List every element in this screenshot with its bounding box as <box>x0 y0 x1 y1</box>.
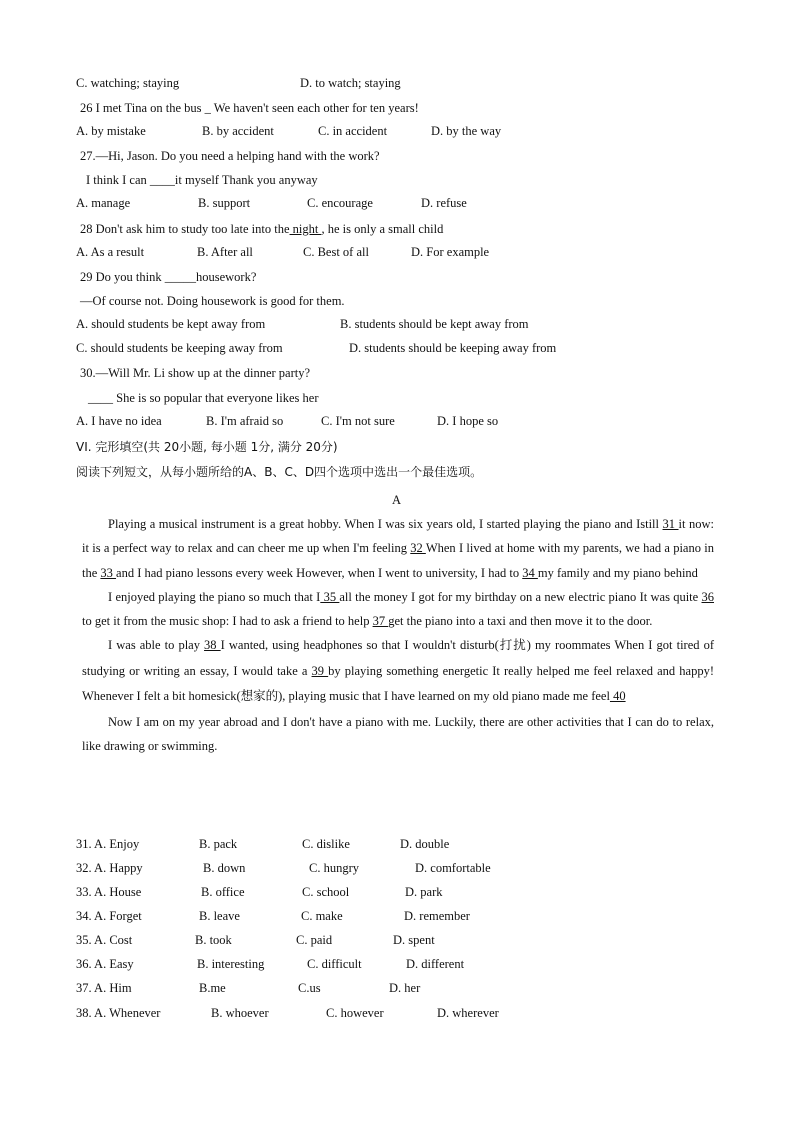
option-35-a: 35. A. Cost <box>76 933 133 947</box>
question-28-stem: 28 Don't ask him to study too late into the night , he is only a small child <box>80 222 444 236</box>
option-27-b: B. support <box>198 196 251 210</box>
option-36-b: B. interesting <box>197 957 265 971</box>
option-36-d: D. different <box>406 957 465 971</box>
option-30-b: B. I'm afraid so <box>206 414 284 428</box>
option-38-a: 38. A. Whenever <box>76 1006 161 1020</box>
option-35-b: B. took <box>195 933 232 947</box>
option-27-c: C. encourage <box>307 196 373 210</box>
option-28-d: D. For example <box>411 245 490 259</box>
option-29-c: C. should students be keeping away from <box>76 341 283 355</box>
option-34-c: C. make <box>301 909 343 923</box>
option-32-c: C. hungry <box>309 861 359 875</box>
option-34-b: B. leave <box>199 909 240 923</box>
option-26-c: C. in accident <box>318 124 388 138</box>
option-33-a: 33. A. House <box>76 885 142 899</box>
option-30-a: A. I have no idea <box>76 414 162 428</box>
option-28-c: C. Best of all <box>303 245 369 259</box>
option-32-d: D. comfortable <box>415 861 491 875</box>
question-26-stem: 26 I met Tina on the bus _ We haven't seen each other for ten years! <box>80 101 419 115</box>
option-33-c: C. school <box>302 885 350 899</box>
option-36-c: C. difficult <box>307 957 362 971</box>
option-37-b: B.me <box>199 981 226 995</box>
option-26-a: A. by mistake <box>76 124 146 138</box>
option-35-d: D. spent <box>393 933 435 947</box>
option-28-b: B. After all <box>197 245 253 259</box>
option-32-a: 32. A. Happy <box>76 861 143 875</box>
option-29-a: A. should students be kept away from <box>76 317 266 331</box>
question-30-reply: ____ She is so popular that everyone likes her <box>88 391 319 405</box>
option-26-d: D. by the way <box>431 124 502 138</box>
section-instruction: 阅读下列短文，从每小题所给的A、B、C、D四个选项中选出一个最佳选项。 <box>76 465 483 479</box>
option-38-b: B. whoever <box>211 1006 269 1020</box>
question-29-stem: 29 Do you think _____housework? <box>80 270 257 284</box>
paragraph-4: Now I am on my year abroad and I don't have a piano with me. Luckily, there are other activities that I can do to relax, like drawing or swimming. <box>82 714 714 754</box>
question-30-stem: 30.—Will Mr. Li show up at the dinner party? <box>80 366 311 380</box>
paragraph-2: I enjoyed playing the piano so much that I 35 all the money I got for my birthday on a new electric piano It was quite 36 to get it from the music shop: I had to ask a friend to help 37 get the piano into a taxi and then move it to the door. <box>82 589 714 629</box>
option-32-b: B. down <box>203 861 246 875</box>
paragraph-1: Playing a musical instrument is a great hobby. When I was six years old, I started playing the piano and Istill 31 it now: it is a perfect way to relax and can cheer me up when I'm feeling 32 When I lived at home with my parents, we had a piano in the 33 and I had piano lessons every week However, when I went to university, I had to 34 my family and my piano behind <box>82 517 714 580</box>
option-38-c: C. however <box>326 1006 384 1020</box>
option-27-a: A. manage <box>76 196 131 210</box>
option-29-b: B. students should be kept away from <box>340 317 529 331</box>
question-29-reply: —Of course not. Doing housework is good for them. <box>80 294 345 308</box>
option-34-d: D. remember <box>404 909 470 923</box>
passage-body <box>82 512 714 759</box>
option-25-d: D. to watch; staying <box>300 76 401 90</box>
option-27-d: D. refuse <box>421 196 467 210</box>
option-35-c: C. paid <box>296 933 333 947</box>
passage-label: A <box>391 493 402 507</box>
option-33-d: D. park <box>405 885 443 899</box>
option-37-c: C.us <box>298 981 321 995</box>
option-30-c: C. I'm not sure <box>321 414 395 428</box>
question-27-stem: 27.—Hi, Jason. Do you need a helping hand with the work? <box>80 149 380 163</box>
question-27-reply: I think I can ____it myself Thank you anyway <box>86 173 318 187</box>
option-34-a: 34. A. Forget <box>76 909 142 923</box>
option-31-d: D. double <box>400 837 450 851</box>
option-30-d: D. I hope so <box>437 414 499 428</box>
option-37-a: 37. A. Him <box>76 981 132 995</box>
option-33-b: B. office <box>201 885 245 899</box>
option-37-d: D. her <box>389 981 421 995</box>
option-31-c: C. dislike <box>302 837 350 851</box>
option-31-b: B. pack <box>199 837 238 851</box>
option-25-c: C. watching; staying <box>76 76 180 90</box>
option-31-a: 31. A. Enjoy <box>76 837 140 851</box>
option-29-d: D. students should be keeping away from <box>349 341 557 355</box>
section-title: VI. 完形填空(共 20小题, 每小题 1分, 满分 20分) <box>76 440 338 454</box>
option-36-a: 36. A. Easy <box>76 957 134 971</box>
option-38-d: D. wherever <box>437 1006 499 1020</box>
option-28-a: A. As a result <box>76 245 145 259</box>
option-26-b: B. by accident <box>202 124 274 138</box>
paragraph-3: I was able to play 38 I wanted, using headphones so that I wouldn't disturb(打扰) my roommates When I got tired of studying or writing an essay, I would take a 39 by playing something energetic It really helped me feel relaxed and happy! Whenever I felt a bit homesick(想家的), playing music that I have learned on my old piano made me feel 40 <box>82 638 714 704</box>
